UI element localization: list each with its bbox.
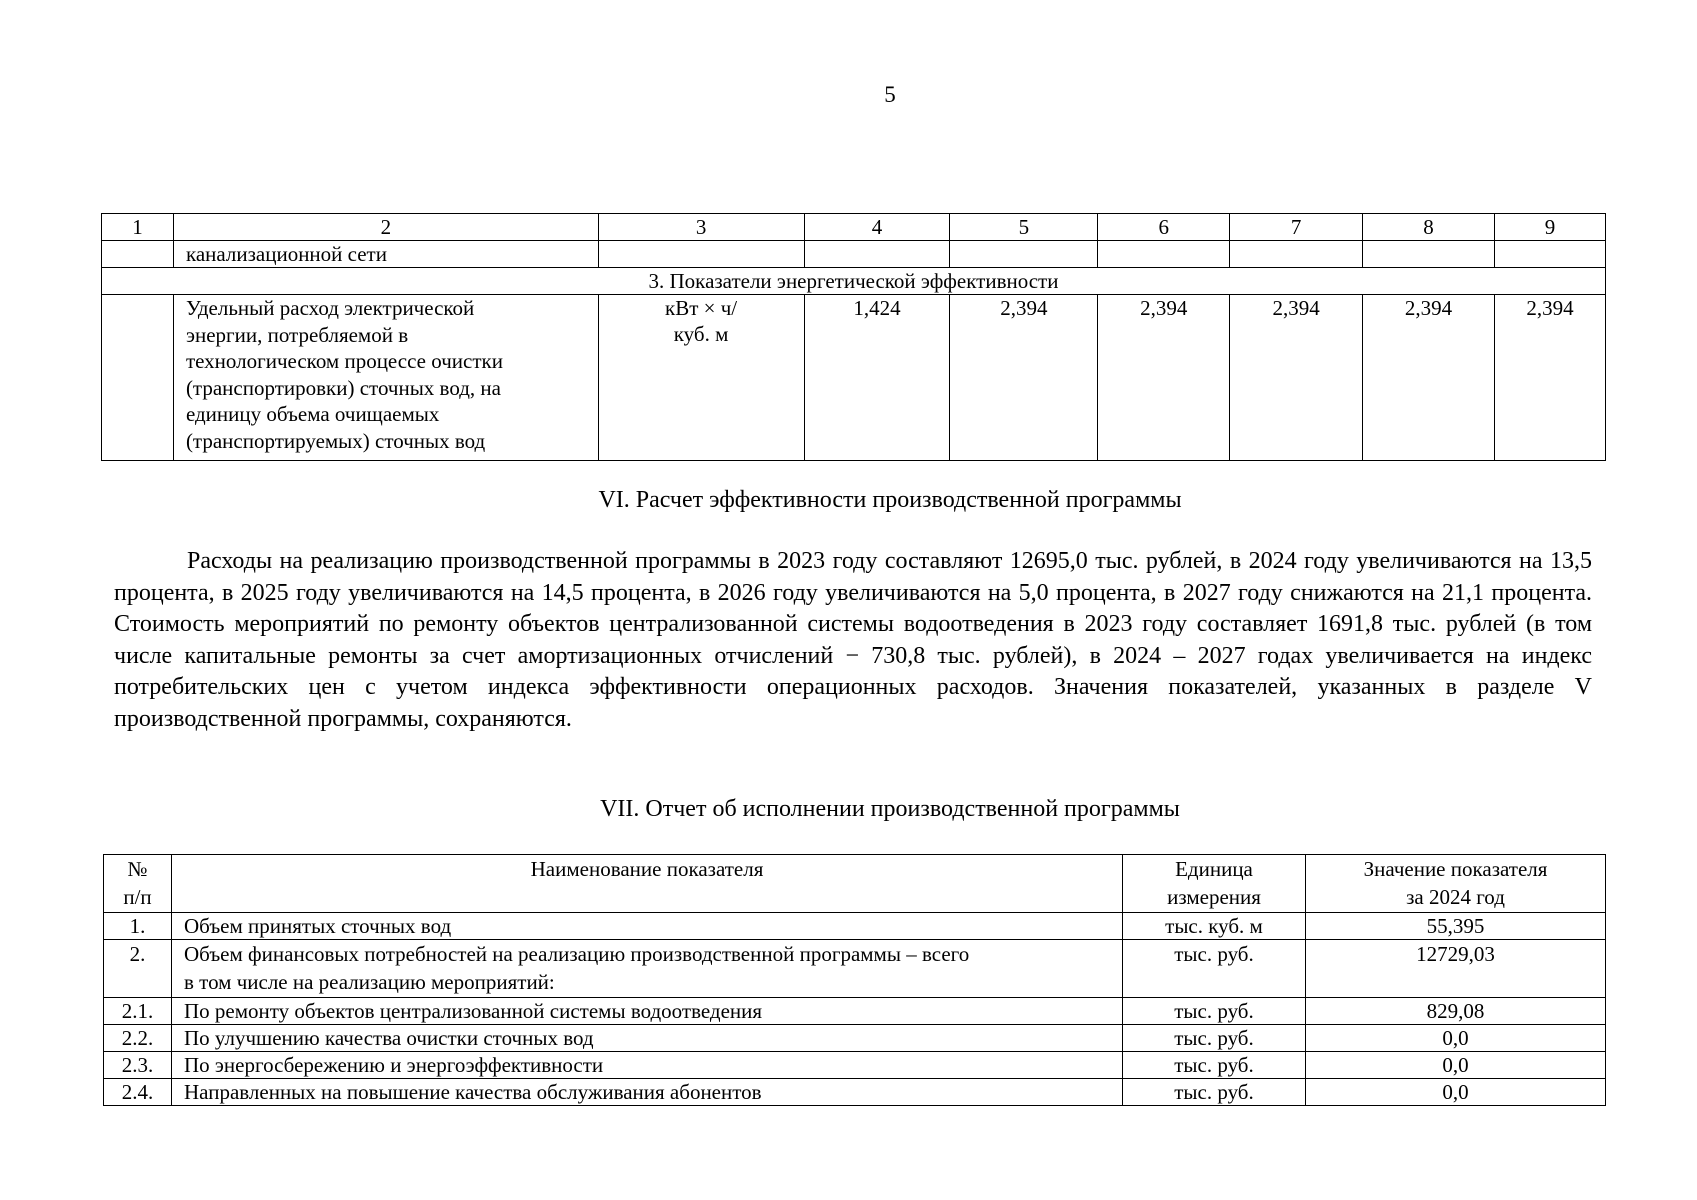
col-num-6: 6: [1098, 214, 1230, 241]
value-col-5: 2,394: [950, 295, 1098, 461]
continuation-text: канализационной сети: [173, 241, 598, 268]
col-num-2: 2: [173, 214, 598, 241]
table-row: 2.2. По улучшению качества очистки сточных вод тыс. руб. 0,0: [104, 1025, 1606, 1052]
continuation-row: [102, 241, 1606, 268]
table-row: 2. Объем финансовых потребностей на реализацию производственной программы – всего в том числе на реализацию мероприятий: тыс. руб. 12729,03: [104, 940, 1606, 998]
value-col-7: 2,394: [1230, 295, 1363, 461]
report-table: [103, 854, 1606, 1106]
section-6-heading: VI. Расчет эффективности производственной программы: [598, 487, 1182, 513]
header-unit: Единица измерения: [1123, 855, 1306, 913]
section-6-paragraph: Расходы на реализацию производственной программы в 2023 году составляют 12695,0 тыс. рублей, в 2024 году увеличиваются на 13,5 процента, в 2025 году увеличиваются на 14,5 процента, в 2026 году увеличиваются на 5,0 процента, в 2027 году снижаются на 21,1 процента. Стоимость мероприятий по ремонту объектов централизованной системы водоотведения в 2023 году составляет 1691,8 тыс. рублей (в том числе капитальные ремонты за счет амортизационных отчислений − 730,8 тыс. рублей), в 2024 – 2027 годах увеличивается на индекс потребительских цен с учетом индекса эффективности операционных расходов. Значения показателей, указанных в разделе V производственной программы, сохраняются.: [114, 548, 1592, 732]
section-7-heading: VII. Отчет об исполнении производственной программы: [600, 796, 1180, 822]
header-value: Значение показателя за 2024 год: [1306, 855, 1606, 913]
value-col-8: 2,394: [1363, 295, 1495, 461]
value-col-9: 2,394: [1495, 295, 1606, 461]
value-col-6: 2,394: [1098, 295, 1230, 461]
indicators-table: [101, 213, 1606, 461]
table-row: 2.3. По энергосбережению и энергоэффективности тыс. руб. 0,0: [104, 1052, 1606, 1079]
col-num-4: 4: [804, 214, 950, 241]
page-number: 5: [884, 82, 896, 107]
value-col-4: 1,424: [804, 295, 950, 461]
table-row: [102, 295, 1606, 461]
header-num: № п/п: [104, 855, 172, 913]
section-title: 3. Показатели энергетической эффективности: [102, 268, 1606, 295]
col-num-3: 3: [598, 214, 804, 241]
header-name: Наименование показателя: [172, 855, 1123, 913]
col-num-5: 5: [950, 214, 1098, 241]
table-row: 2.4. Направленных на повышение качества обслуживания абонентов тыс. руб. 0,0: [104, 1079, 1606, 1106]
col-num-9: 9: [1495, 214, 1606, 241]
report-header-row: [104, 855, 1606, 913]
col-num-1: 1: [102, 214, 174, 241]
table-row: 2.1. По ремонту объектов централизованной системы водоотведения тыс. руб. 829,08: [104, 998, 1606, 1025]
indicator-unit: кВт × ч/ куб. м: [598, 295, 804, 461]
table-row: 1. Объем принятых сточных вод тыс. куб. м 55,395: [104, 913, 1606, 940]
section-row: [102, 268, 1606, 295]
column-numbers-row: [102, 214, 1606, 241]
indicator-name: Удельный расход электрической энергии, потребляемой в технологическом процессе очистки (транспортировки) сточных вод, на единицу объема очищаемых (транспортируемых) сточных вод: [173, 295, 598, 461]
col-num-7: 7: [1230, 214, 1363, 241]
col-num-8: 8: [1363, 214, 1495, 241]
